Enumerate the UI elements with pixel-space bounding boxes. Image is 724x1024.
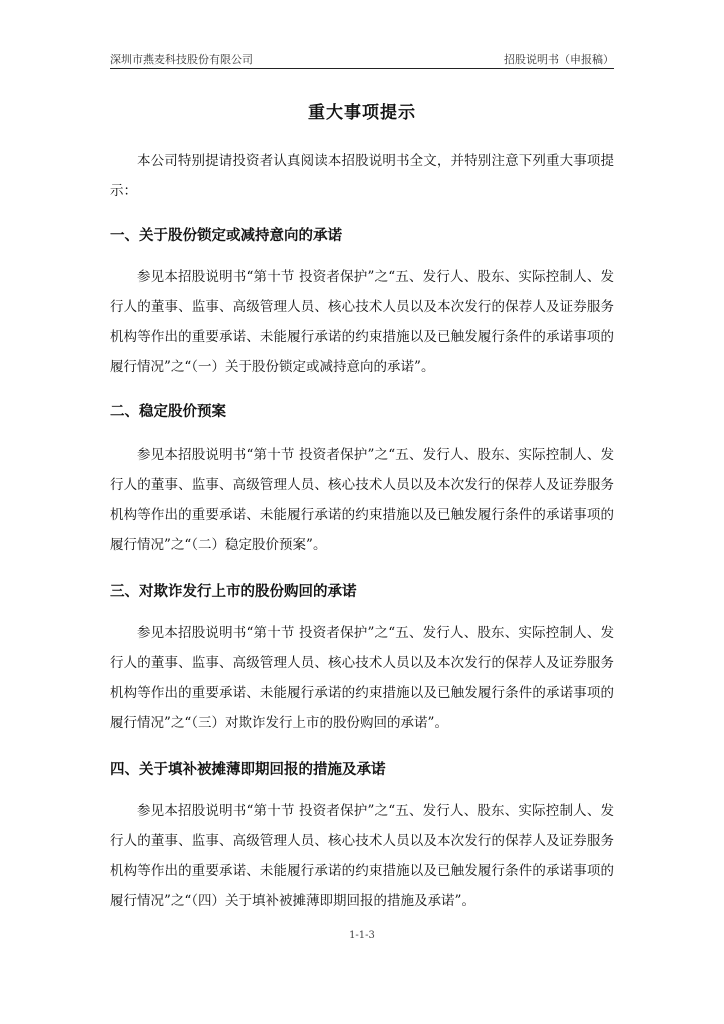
header-doc-name: 招股说明书（申报稿） [504,53,614,66]
page-title: 重大事项提示 [308,103,416,123]
section-body-2: 参见本招股说明书“第十节 投资者保护”之“五、发行人、股东、实际控制人、发行人的董事、监事、高级管理人员、核心技术人员以及本次发行的保荐人及证券服务机构等作出的重要承诺、未能履行承诺的约束措施以及已触发履行条件的承诺事项的履行情况”之“（二）稳定股价预案”。 [110,447,614,553]
header-rule [110,68,614,69]
section-body-3: 参见本招股说明书“第十节 投资者保护”之“五、发行人、股东、实际控制人、发行人的董事、监事、高级管理人员、核心技术人员以及本次发行的保荐人及证券服务机构等作出的重要承诺、未能履行承诺的约束措施以及已触发履行条件的承诺事项的履行情况”之“（三）对欺诈发行上市的股份购回的承诺”。 [110,625,614,731]
section-heading-1: 一、关于股份锁定或减持意向的承诺 [110,228,342,244]
intro-paragraph: 本公司特别提请投资者认真阅读本招股说明书全文，并特别注意下列重大事项提示： [110,153,614,199]
header-company: 深圳市燕麦科技股份有限公司 [110,53,253,66]
section-heading-2: 二、稳定股价预案 [110,404,226,420]
section-heading-4: 四、关于填补被摊薄即期回报的措施及承诺 [110,762,386,778]
section-heading-3: 三、对欺诈发行上市的股份购回的承诺 [110,584,357,600]
section-body-4: 参见本招股说明书“第十节 投资者保护”之“五、发行人、股东、实际控制人、发行人的董事、监事、高级管理人员、核心技术人员以及本次发行的保荐人及证券服务机构等作出的重要承诺、未能履行承诺的约束措施以及已触发履行条件的承诺事项的履行情况”之“（四）关于填补被摊薄即期回报的措施及承诺”。 [110,803,614,909]
section-body-1: 参见本招股说明书“第十节 投资者保护”之“五、发行人、股东、实际控制人、发行人的董事、监事、高级管理人员、核心技术人员以及本次发行的保荐人及证券服务机构等作出的重要承诺、未能履行承诺的约束措施以及已触发履行条件的承诺事项的履行情况”之“（一）关于股份锁定或减持意向的承诺”。 [110,269,614,375]
page-number: 1-1-3 [349,930,375,941]
page-header [110,52,614,68]
